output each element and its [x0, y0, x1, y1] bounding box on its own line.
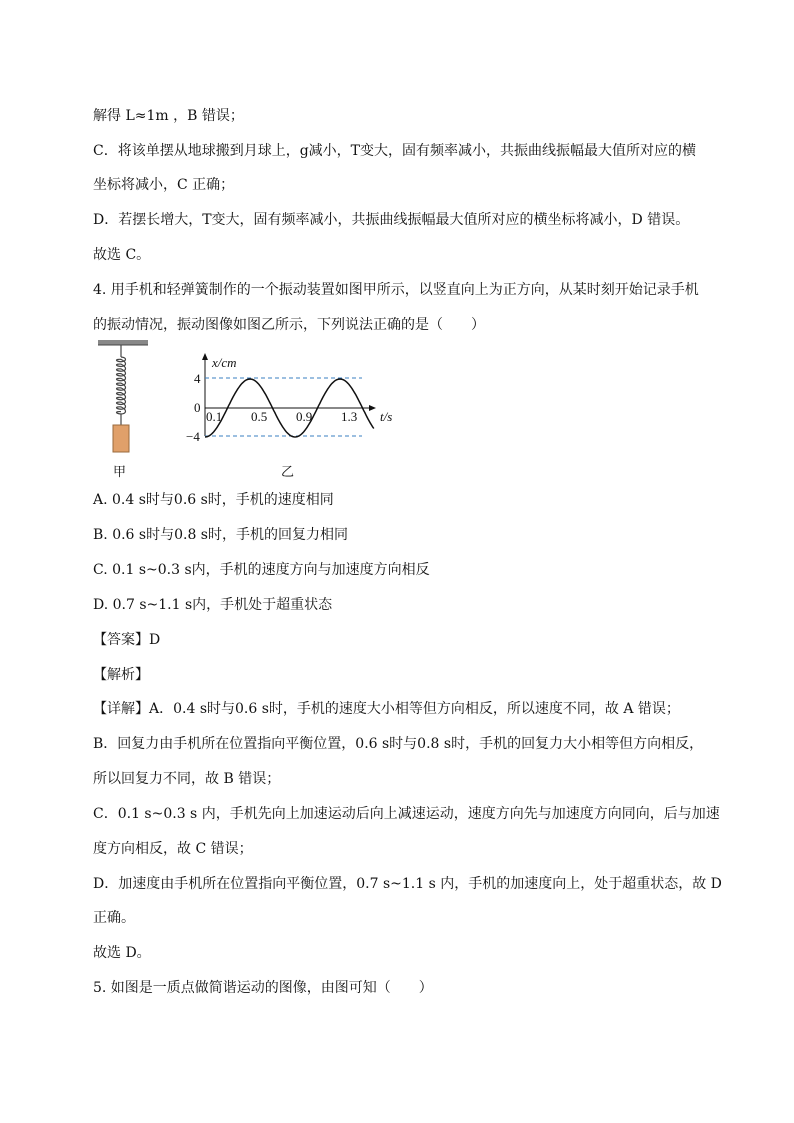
option-a: A. 0.4 s时与0.6 s时，手机的速度相同 — [93, 492, 334, 508]
detail-line: 度方向相反，故 C 错误； — [93, 841, 253, 857]
x-tick-label: 1.3 — [341, 409, 358, 424]
x-axis-arrow — [369, 405, 376, 411]
option-b: B. 0.6 s时与0.8 s时，手机的回复力相同 — [93, 527, 348, 543]
x-tick-label: 0.9 — [296, 409, 313, 424]
text-line: C．将该单摆从地球搬到月球上，g减小，T变大，固有频率减小，共振曲线振幅最大值所对应的横 — [93, 143, 697, 159]
label-jia: 甲 — [113, 464, 127, 479]
label-yi: 乙 — [281, 464, 295, 479]
x-tick-label: 0.5 — [251, 409, 268, 424]
detail-line: B．回复力由手机所在位置指向平衡位置，0.6 s时与0.8 s时，手机的回复力大小相等但方向相反， — [93, 736, 704, 752]
text-line: 坐标将减小，C 正确； — [93, 177, 235, 193]
detail-line: 正确。 — [93, 910, 135, 926]
detail-line: D．加速度由手机所在位置指向平衡位置，0.7 s~1.1 s 内，手机的加速度向上，处于超重状态，故 D — [93, 876, 722, 892]
analysis-heading: 【解析】 — [93, 667, 149, 683]
question-5-stem: 5. 如图是一质点做简谐运动的图像，由图可知（ ） — [93, 980, 433, 996]
option-d: D. 0.7 s~1.1 s内，手机处于超重状态 — [93, 597, 333, 613]
detail-line: 故选 D。 — [93, 945, 151, 961]
ceiling-bar — [98, 340, 148, 345]
option-c: C. 0.1 s~0.3 s内，手机的速度方向与加速度方向相反 — [93, 562, 430, 578]
spring-apparatus — [98, 340, 148, 479]
text-line: D．若摆长增大，T变大，固有频率减小，共振曲线振幅最大值所对应的横坐标将减小，D 错误。 — [93, 212, 690, 228]
text-line: 故选 C。 — [93, 247, 151, 263]
y-axis-arrow — [202, 353, 208, 360]
answer: 【答案】D — [93, 632, 161, 648]
question-4-stem: 的振动情况，振动图像如图乙所示，下列说法正确的是（ ） — [93, 317, 485, 333]
x-axis-label: t/s — [380, 409, 393, 424]
y-axis-label: x/cm — [212, 355, 237, 370]
question-4-stem: 4. 用手机和轻弹簧制作的一个振动装置如图甲所示，以竖直向上为正方向，从某时刻开始记录手机 — [93, 282, 699, 298]
x-tick-label: 0.1 — [206, 409, 223, 424]
spring-coil — [117, 357, 126, 414]
y-tick-label: −4 — [186, 429, 200, 444]
xt-graph — [186, 353, 392, 479]
detail-line: 【详解】A．0.4 s时与0.6 s时，手机的速度大小相等但方向相反，所以速度不同，故 A 错误； — [93, 701, 680, 717]
detail-line: C．0.1 s~0.3 s 内，手机先向上加速运动后向上减速运动，速度方向先与加速度方向同向，后与加速 — [93, 806, 720, 822]
text-line: 解得 L≈1m ，B 错误； — [93, 108, 244, 124]
y-tick-label: 4 — [194, 371, 201, 386]
detail-line: 所以回复力不同，故 B 错误； — [93, 771, 281, 787]
y-tick-label: 0 — [194, 400, 201, 415]
phone-block — [113, 425, 129, 452]
